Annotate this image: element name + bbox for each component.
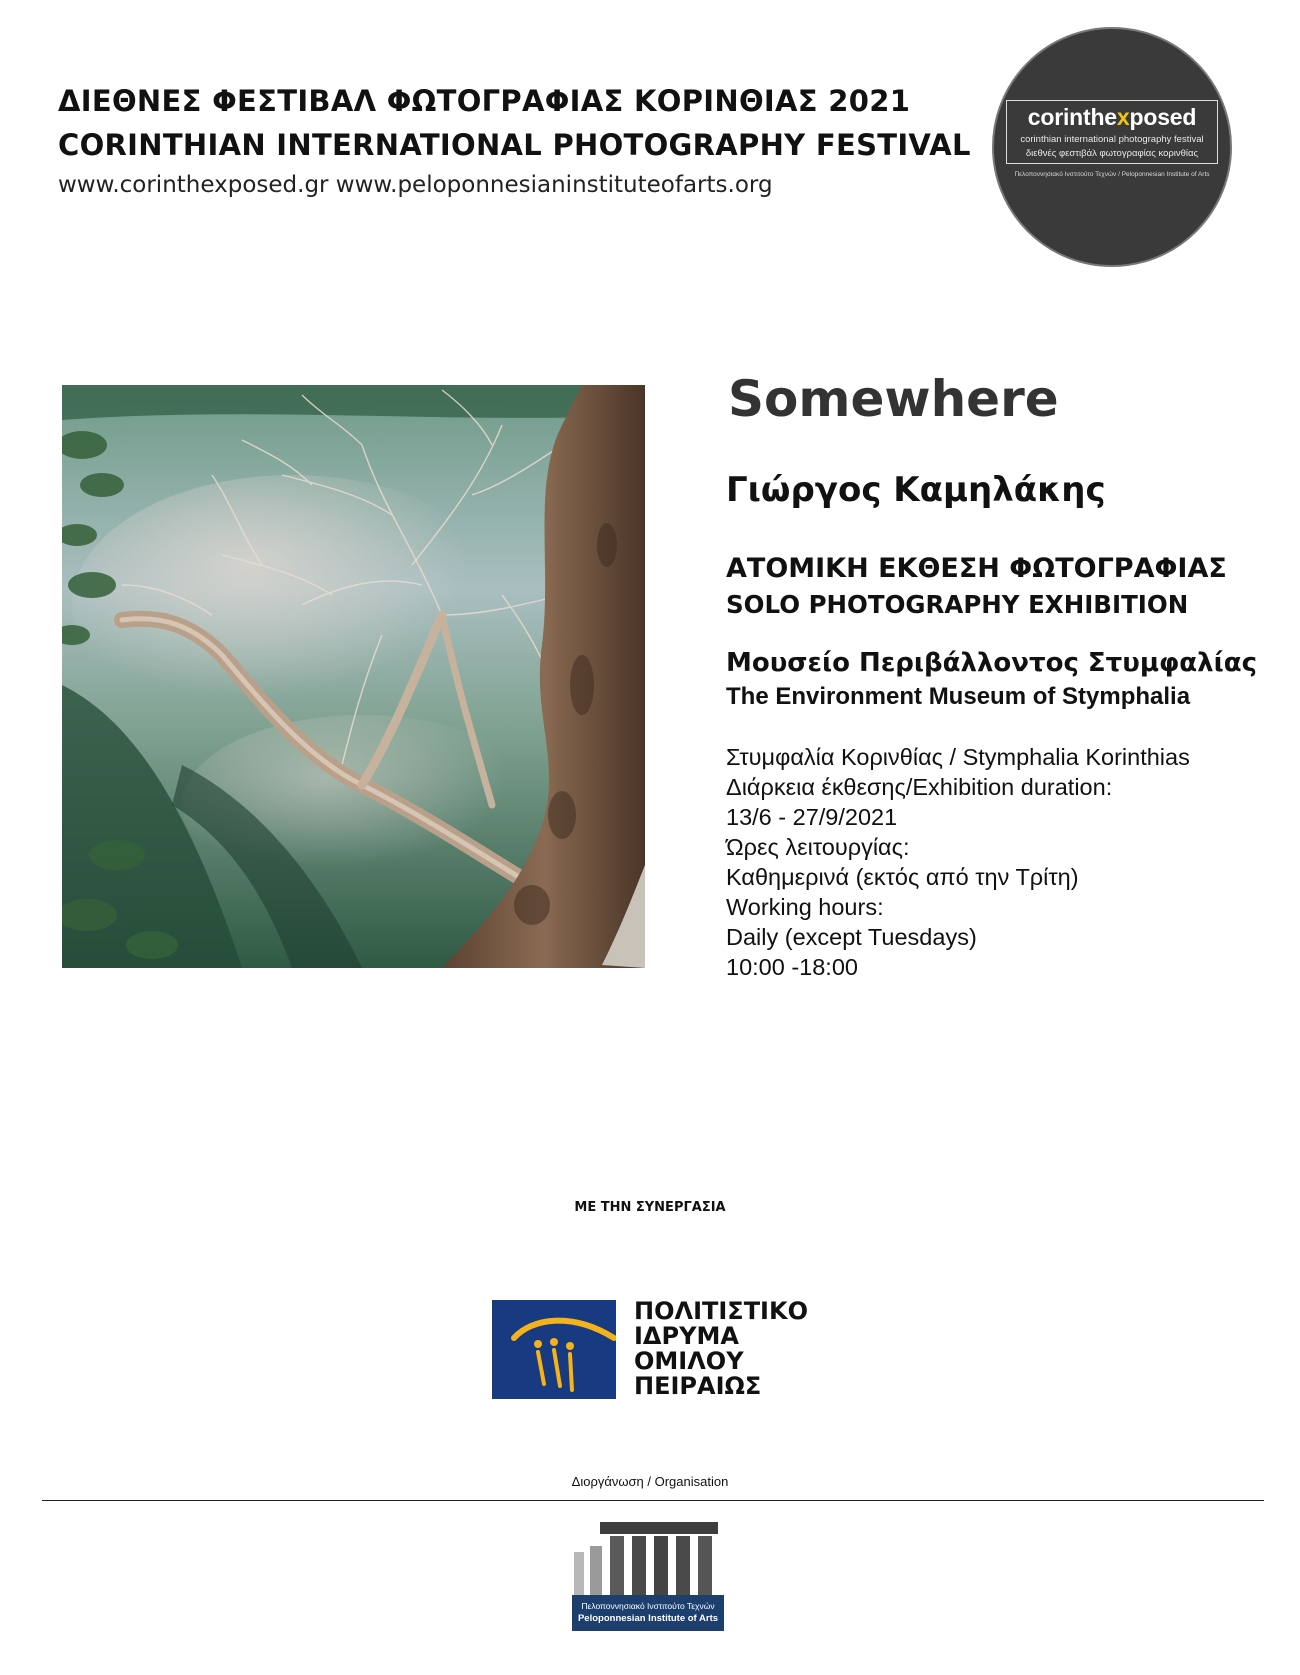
festival-logo-institute: Πελοποννησιακό Ινστιτούτο Τεχνών / Peloponnesian Institute of Arts bbox=[1014, 171, 1210, 178]
exhibition-photo bbox=[62, 385, 645, 968]
venue-english: The Environment Museum of Stymphalia bbox=[726, 683, 1191, 710]
exhibition-type-english: SOLO PHOTOGRAPHY EXHIBITION bbox=[726, 590, 1189, 619]
institute-name-box bbox=[572, 1595, 724, 1631]
info-days-greek: Καθημερινά (εκτός από την Τρίτη) bbox=[726, 864, 1079, 890]
info-duration-label: Διάρκεια έκθεσης/Exhibition duration: bbox=[726, 774, 1113, 800]
info-days-english: Daily (except Tuesdays) bbox=[726, 924, 977, 950]
info-location: Στυμφαλία Κορινθίας / Stymphalia Korinthias bbox=[726, 744, 1190, 770]
institute-name-english: Peloponnesian Institute of Arts bbox=[577, 1613, 719, 1624]
partner-line-2: ΙΔΡΥΜΑ bbox=[634, 1322, 739, 1350]
institute-name-greek: Πελοποννησιακό Ινστιτούτο Τεχνών bbox=[581, 1601, 715, 1611]
festival-logo-name: corinthexposed bbox=[1027, 104, 1197, 130]
festival-logo-box bbox=[1006, 100, 1218, 164]
festival-logo-subtitle-english: corinthian international photography festival bbox=[1020, 134, 1204, 145]
info-hours-label-greek: Ώρες λειτουργίας: bbox=[726, 834, 910, 860]
festival-urls: www.corinthexposed.gr www.peloponnesianinstituteofarts.org bbox=[58, 172, 773, 198]
divider-line bbox=[42, 1500, 1264, 1501]
info-hours: 10:00 -18:00 bbox=[726, 954, 858, 980]
organisation-label: Διοργάνωση / Organisation bbox=[571, 1474, 729, 1489]
exhibition-type-greek: ΑΤΟΜΙΚΗ ΕΚΘΕΣΗ ΦΩΤΟΓΡΑΦΙΑΣ bbox=[726, 553, 1227, 584]
artist-name: Γιώργος Καμηλάκης bbox=[726, 470, 1106, 510]
festival-logo bbox=[992, 27, 1232, 267]
piraeus-foundation-mark-icon bbox=[492, 1300, 616, 1399]
exhibition-info bbox=[726, 742, 1190, 982]
info-dates: 13/6 - 27/9/2021 bbox=[726, 804, 898, 830]
tree-reflection-image bbox=[62, 385, 645, 968]
partner-line-3: ΟΜΙΛΟΥ bbox=[634, 1347, 744, 1375]
festival-title-greek: ΔΙΕΘΝΕΣ ΦΕΣΤΙΒΑΛ ΦΩΤΟΓΡΑΦΙΑΣ ΚΟΡΙΝΘΙΑΣ 2021 bbox=[58, 84, 911, 118]
info-hours-label-english: Working hours: bbox=[726, 894, 884, 920]
partner-line-4: ΠΕΙΡΑΙΩΣ bbox=[634, 1372, 762, 1400]
festival-title-english: CORINTHIAN INTERNATIONAL PHOTOGRAPHY FESTIVAL bbox=[58, 128, 971, 162]
festival-logo-subtitle-greek: διεθνές φεστιβάλ φωτογραφίας κορινθίας bbox=[1025, 148, 1199, 159]
temple-columns-icon bbox=[570, 1512, 726, 1602]
piraeus-foundation-name bbox=[634, 1299, 808, 1399]
venue-greek: Μουσείο Περιβάλλοντος Στυμφαλίας bbox=[726, 648, 1258, 678]
piraeus-foundation-logo bbox=[492, 1300, 616, 1399]
exhibition-title: Somewhere bbox=[728, 370, 1059, 428]
partner-line-1: ΠΟΛΙΤΙΣΤΙΚΟ bbox=[634, 1297, 808, 1325]
collaboration-label: ΜΕ ΤΗΝ ΣΥΝΕΡΓΑΣΙΑ bbox=[574, 1200, 726, 1215]
